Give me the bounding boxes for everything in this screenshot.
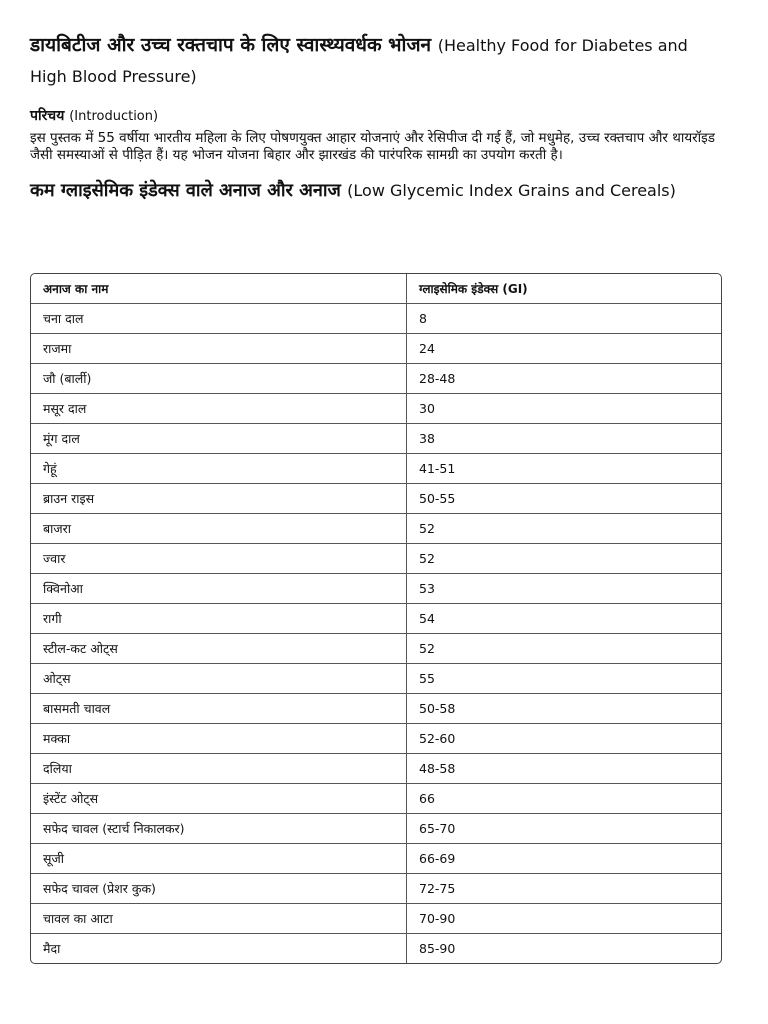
glycemic-index-cell: 55: [407, 664, 722, 694]
table-row: [31, 664, 721, 694]
grain-name-cell: इंस्टेंट ओट्स: [31, 784, 407, 814]
grain-name-cell: सूजी: [31, 844, 407, 874]
glycemic-index-cell: 48-58: [407, 754, 722, 784]
table-row: [31, 754, 721, 784]
table-row: [31, 694, 721, 724]
grain-name-cell: बाजरा: [31, 514, 407, 544]
document-page: [30, 30, 720, 206]
grain-name-cell: सफेद चावल (प्रेशर कुक): [31, 874, 407, 904]
section-heading-hindi: कम ग्लाइसेमिक इंडेक्स वाले अनाज और अनाज: [30, 180, 341, 201]
grain-name-cell: बासमती चावल: [31, 694, 407, 724]
table-row: [31, 574, 721, 604]
table-header-row: [31, 274, 721, 304]
section-heading-english: (Low Glycemic Index Grains and Cereals): [347, 181, 676, 200]
glycemic-index-cell: 50-58: [407, 694, 722, 724]
table-row: [31, 514, 721, 544]
grain-name-cell: चावल का आटा: [31, 904, 407, 934]
grain-name-cell: ज्वार: [31, 544, 407, 574]
grain-name-cell: मैदा: [31, 934, 407, 964]
glycemic-index-cell: 52: [407, 514, 722, 544]
grain-name-cell: रागी: [31, 604, 407, 634]
table-row: [31, 784, 721, 814]
table-row: [31, 304, 721, 334]
grain-name-cell: सफेद चावल (स्टार्च निकालकर): [31, 814, 407, 844]
header-glycemic-index: ग्लाइसेमिक इंडेक्स (GI): [407, 274, 722, 304]
glycemic-index-cell: 38: [407, 424, 722, 454]
table-row: [31, 844, 721, 874]
table-row: [31, 334, 721, 364]
grain-name-cell: क्विनोआ: [31, 574, 407, 604]
title-hindi: डायबिटीज और उच्च रक्तचाप के लिए स्वास्थ्यवर्धक भोजन: [30, 34, 432, 56]
table-row: [31, 544, 721, 574]
intro-heading-hindi: परिचय: [30, 108, 65, 124]
table-row: [31, 934, 721, 964]
glycemic-index-cell: 50-55: [407, 484, 722, 514]
glycemic-index-cell: 41-51: [407, 454, 722, 484]
gi-table-container: [30, 273, 722, 964]
grain-name-cell: ओट्स: [31, 664, 407, 694]
glycemic-index-cell: 72-75: [407, 874, 722, 904]
glycemic-index-cell: 8: [407, 304, 722, 334]
intro-paragraph: इस पुस्तक में 55 वर्षीया भारतीय महिला के लिए पोषणयुक्त आहार योजनाएं और रेसिपीज दी गई हैं, जो मधुमेह, उच्च रक्तचाप और थायरॉइड जैसी समस्याओं से पीड़ित हैं। यह भोजन योजना बिहार और झारखंड की पारंपरिक सामग्री का उपयोग करती है।: [30, 130, 716, 163]
table-row: [31, 634, 721, 664]
table-row: [31, 484, 721, 514]
table-row: [31, 394, 721, 424]
glycemic-index-cell: 28-48: [407, 364, 722, 394]
glycemic-index-cell: 54: [407, 604, 722, 634]
table-row: [31, 724, 721, 754]
grain-name-cell: स्टील-कट ओट्स: [31, 634, 407, 664]
section-heading: [30, 176, 720, 206]
glycemic-index-cell: 70-90: [407, 904, 722, 934]
glycemic-index-cell: 65-70: [407, 814, 722, 844]
grain-name-cell: दलिया: [31, 754, 407, 784]
glycemic-index-cell: 24: [407, 334, 722, 364]
grain-name-cell: मसूर दाल: [31, 394, 407, 424]
grain-name-cell: जौ (बार्ली): [31, 364, 407, 394]
table-row: [31, 424, 721, 454]
table-row: [31, 604, 721, 634]
glycemic-index-cell: 53: [407, 574, 722, 604]
intro-heading: [30, 105, 720, 128]
gi-table: [31, 274, 721, 963]
grain-name-cell: राजमा: [31, 334, 407, 364]
grain-name-cell: मक्का: [31, 724, 407, 754]
grain-name-cell: मूंग दाल: [31, 424, 407, 454]
grain-name-cell: चना दाल: [31, 304, 407, 334]
glycemic-index-cell: 52: [407, 634, 722, 664]
glycemic-index-cell: 30: [407, 394, 722, 424]
table-row: [31, 454, 721, 484]
table-row: [31, 364, 721, 394]
table-row: [31, 814, 721, 844]
header-grain-name: अनाज का नाम: [31, 274, 407, 304]
document-title: [30, 30, 720, 92]
table-row: [31, 874, 721, 904]
glycemic-index-cell: 52-60: [407, 724, 722, 754]
grain-name-cell: ब्राउन राइस: [31, 484, 407, 514]
glycemic-index-cell: 85-90: [419, 941, 456, 956]
intro-heading-english: (Introduction): [69, 109, 159, 124]
glycemic-index-cell: 66: [407, 784, 722, 814]
glycemic-index-cell: 66-69: [407, 844, 722, 874]
title-english: (Healthy Food for Diabetes and High Blood Pressure): [30, 36, 688, 86]
glycemic-index-cell: 52: [407, 544, 722, 574]
table-row: [31, 904, 721, 934]
grain-name-cell: गेहूं: [31, 454, 407, 484]
